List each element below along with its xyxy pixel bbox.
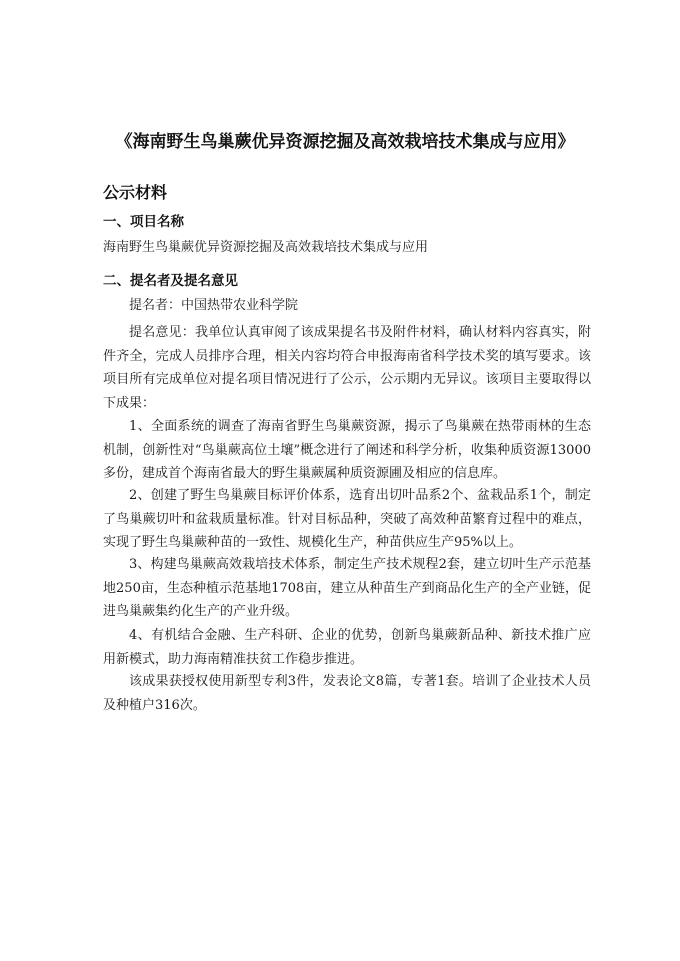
nomination-opinion: 提名意见：我单位认真审阅了该成果提名书及附件材料，确认材料内容真实，附件齐全，完成人员排序合理，相关内容均符合申报海南省科学技术奖的填写要求。该项目所有完成单位对提名项目情况进行了公示，公示期内无异议。该项目主要取得以下成果： [103,325,591,411]
section-heading-project-name: 一、项目名称 [103,214,184,230]
document-title: 《海南野生鸟巢蕨优异资源挖掘及高效栽培技术集成与应用》 [115,132,575,152]
achievement-summary: 该成果获授权使用新型专利3件，发表论文8篇，专著1套。培训了企业技术人员及种植户316次。 [103,674,591,713]
achievement-item-4: 4、有机结合金融、生产科研、企业的优势，创新鸟巢蕨新品种、新技术推广应用新模式，助力海南精准扶贫工作稳步推进。 [103,628,591,667]
section-heading-nomination: 二、提名者及提名意见 [103,273,238,289]
document-heading: 公示材料 [103,183,168,202]
nominator-line: 提名者：中国热带农业科学院 [129,298,299,313]
achievement-item-2: 2、创建了野生鸟巢蕨目标评价体系，选育出切叶品系2个、盆栽品系1个，制定了鸟巢蕨切叶和盆栽质量标准。针对目标品种，突破了高效种苗繁育过程中的难点，实现了野生鸟巢蕨种苗的一致性、规模化生产，种苗供应生产95%以上。 [103,488,591,550]
achievement-item-1: 1、全面系统的调查了海南省野生鸟巢蕨资源，揭示了鸟巢蕨在热带雨林的生态机制，创新性对“鸟巢蕨高位土壤”概念进行了阐述和科学分析，收集种质资源13000多份，建成首个海南省最大的野生巢蕨属种质资源圃及相应的信息库。 [103,419,591,481]
project-name-content: 海南野生鸟巢蕨优异资源挖掘及高效栽培技术集成与应用 [103,240,429,255]
achievement-item-3: 3、构建鸟巢蕨高效栽培技术体系，制定生产技术规程2套，建立切叶生产示范基地250亩，生态种植示范基地1708亩，建立从种苗生产到商品化生产的全产业链，促进鸟巢蕨集约化生产的产业升级。 [103,557,591,619]
